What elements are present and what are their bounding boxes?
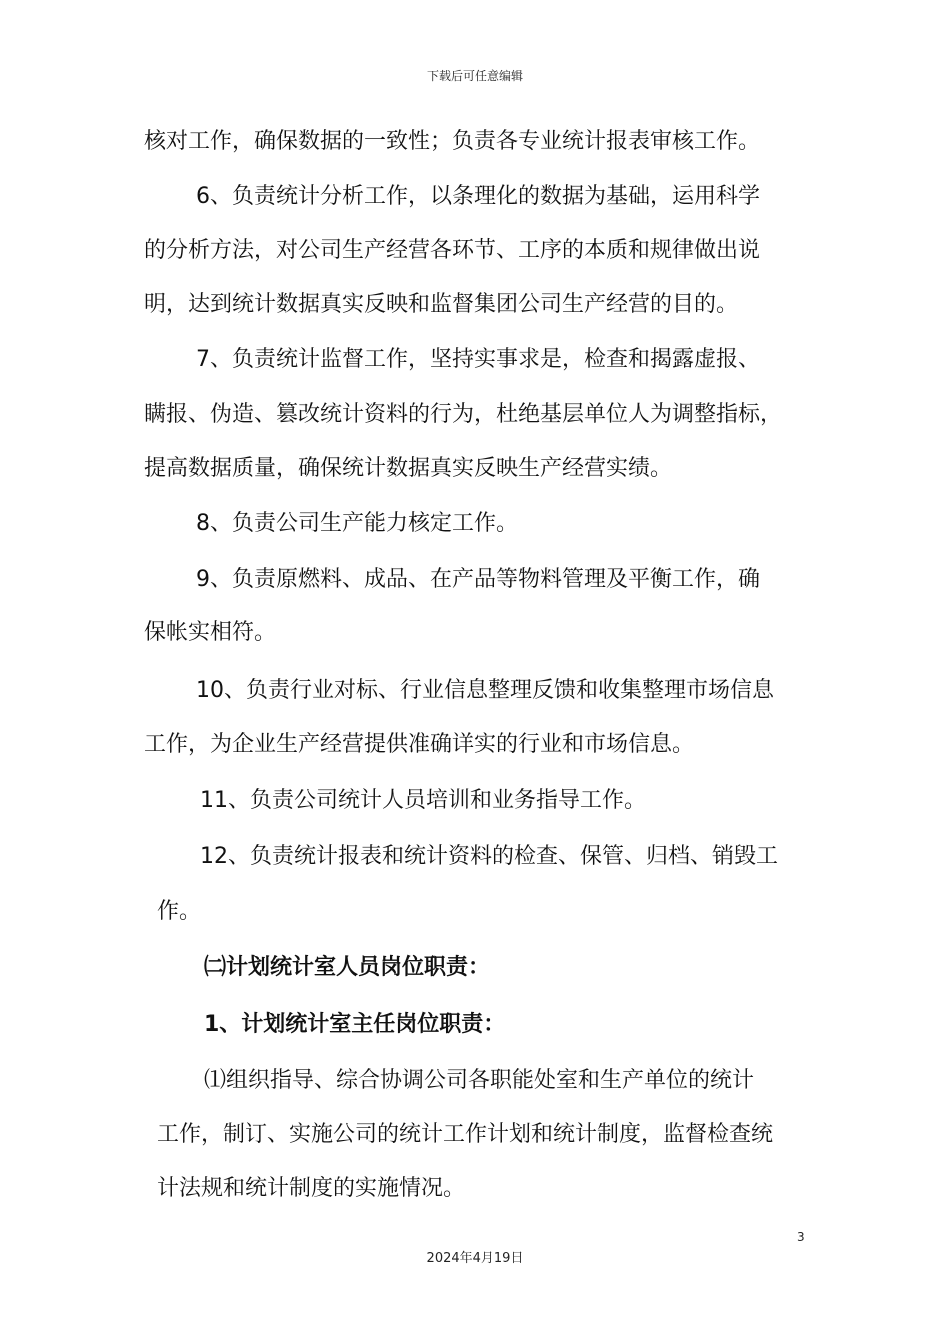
body-line: 7、负责统计监督工作，坚持实事求是，检查和揭露虚报、	[196, 347, 760, 372]
body-line: 11、负责公司统计人员培训和业务指导工作。	[200, 788, 646, 813]
body-line: 保帐实相符。	[144, 620, 277, 645]
body-line: 12、负责统计报表和统计资料的检查、保管、归档、销毁工	[200, 844, 778, 869]
body-line: 作。	[157, 899, 202, 924]
body-line: 6、负责统计分析工作，以条理化的数据为基础，运用科学	[196, 184, 760, 209]
body-line: 8、负责公司生产能力核定工作。	[196, 511, 518, 536]
subsection-heading: 1、计划统计室主任岗位职责：	[204, 1012, 506, 1037]
body-line: 明，达到统计数据真实反映和监督集团公司生产经营的目的。	[144, 292, 739, 317]
body-line: 工作，制订、实施公司的统计工作计划和统计制度，监督检查统	[157, 1122, 774, 1147]
footer-date: 2024年4月19日	[426, 1251, 524, 1266]
body-line: 提高数据质量，确保统计数据真实反映生产经营实绩。	[144, 456, 673, 481]
body-line: ⑴组织指导、综合协调公司各职能处室和生产单位的统计	[204, 1068, 755, 1093]
body-line: 核对工作，确保数据的一致性；负责各专业统计报表审核工作。	[144, 129, 761, 154]
download-note: 下载后可任意编辑	[426, 69, 523, 83]
body-line: 瞒报、伪造、篡改统计资料的行为，杜绝基层单位人为调整指标，	[144, 402, 783, 427]
body-line: 10、负责行业对标、行业信息整理反馈和收集整理市场信息	[196, 678, 774, 703]
body-line: 的分析方法，对公司生产经营各环节、工序的本质和规律做出说	[144, 238, 761, 263]
body-line: 9、负责原燃料、成品、在产品等物料管理及平衡工作，确	[196, 567, 760, 592]
body-line: 计法规和统计制度的实施情况。	[157, 1176, 466, 1201]
page-number: 3	[797, 1230, 805, 1244]
section-heading: ㈡计划统计室人员岗位职责：	[204, 955, 491, 980]
body-line: 工作，为企业生产经营提供准确详实的行业和市场信息。	[144, 732, 695, 757]
